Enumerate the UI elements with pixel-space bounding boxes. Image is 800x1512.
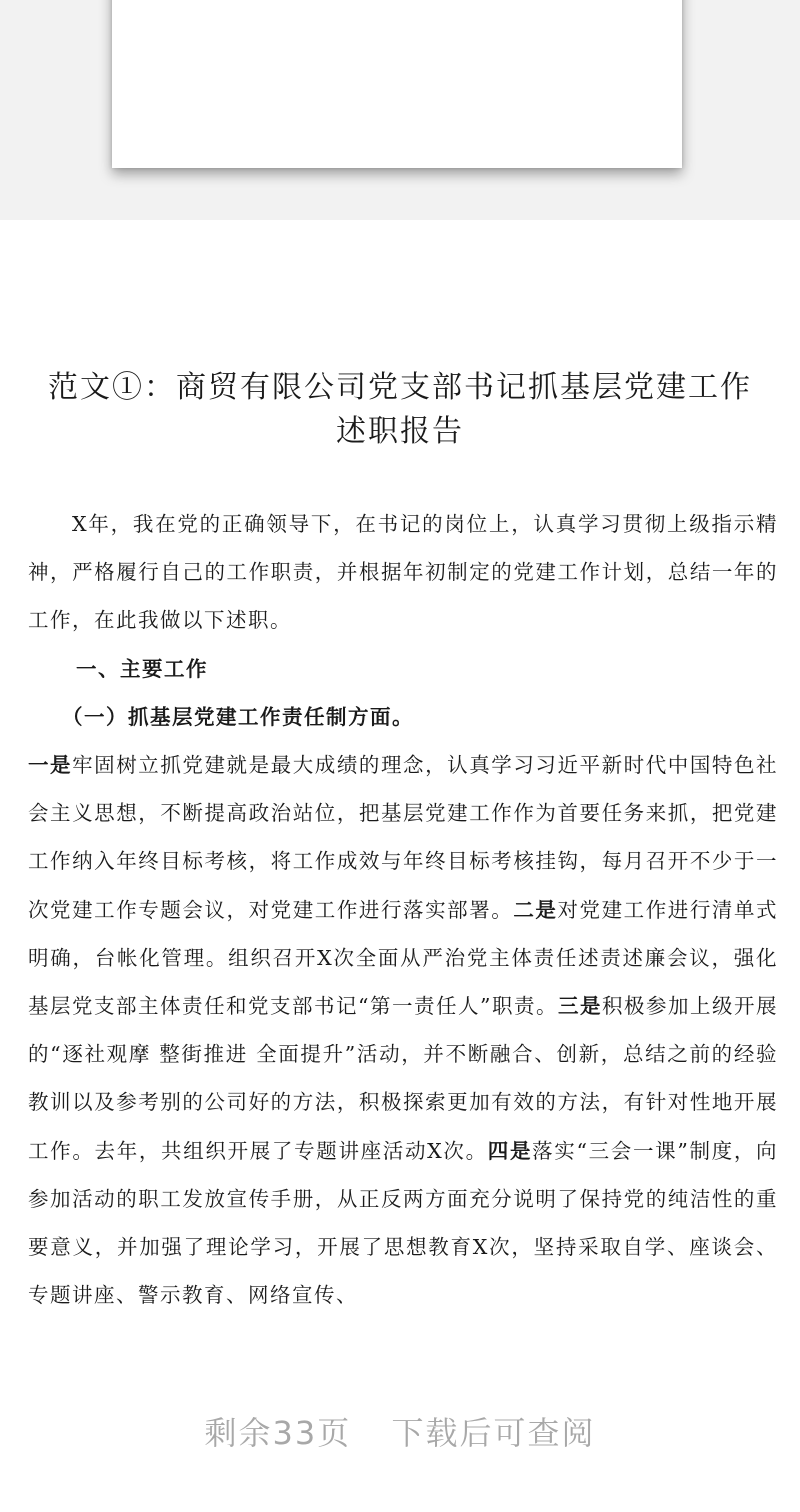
point-4-lead: 四是 xyxy=(487,1138,533,1163)
document-body xyxy=(28,500,778,1319)
subsection-heading: （一）抓基层党建工作责任制方面。 xyxy=(62,704,414,729)
download-to-view-text: 下载后可查阅 xyxy=(391,1414,596,1452)
intro-paragraph: X年，我在党的正确领导下，在书记的岗位上，认真学习贯彻上级指示精神，严格履行自己的工作职责，并根据年初制定的党建工作计划，总结一年的工作，在此我做以下述职。 xyxy=(28,512,778,633)
point-3-text: 积极参加上级开展的“逐社观摩 整街推进 全面提升”活动，并不断融合、创新，总结之前的经验教训以及参考别的公司好的方法，积极探索更加有效的方法，有针对性地开展工作。去年，共组织开展了专题讲座活动X次。 xyxy=(28,994,779,1163)
point-3-lead: 三是 xyxy=(557,994,602,1019)
previous-page-card xyxy=(112,0,682,168)
document-title xyxy=(20,366,780,454)
point-2-text: 对党建工作进行清单式明确，台帐化管理。组织召开X次全面从严治党主体责任述责述廉会议，强化基层党支部主体责任和党支部书记“第一责任人”职责。 xyxy=(28,897,779,1019)
section-heading: 一、主要工作 xyxy=(76,656,208,681)
remaining-pages-text: 剩余33页 xyxy=(204,1414,352,1452)
point-1-text: 牢固树立抓党建就是最大成绩的理念，认真学习习近平新时代中国特色社会主义思想，不断提高政治站位，把基层党建工作作为首要任务来抓，把党建工作纳入年终目标考核，将工作成效与年终目标考核挂钩，每月召开不少于一次党建工作专题会议，对党建工作进行落实部署。 xyxy=(28,753,779,922)
title-line-2: 述职报告 xyxy=(336,414,464,449)
previous-page-area xyxy=(0,0,800,220)
main-paragraph xyxy=(28,741,778,1319)
download-prompt[interactable] xyxy=(0,1408,800,1454)
point-4-text: 落实“三会一课”制度，向参加活动的职工发放宣传手册，从正反两方面充分说明了保持党的纯洁性的重要意义，并加强了理论学习，开展了思想教育X次，坚持采取自学、座谈会、专题讲座、警示教育、网络宣传、 xyxy=(28,1138,779,1308)
point-1-lead: 一是 xyxy=(28,753,73,778)
point-2-lead: 二是 xyxy=(513,897,558,922)
title-line-1: 范文①：商贸有限公司党支部书记抓基层党建工作 xyxy=(48,370,752,405)
